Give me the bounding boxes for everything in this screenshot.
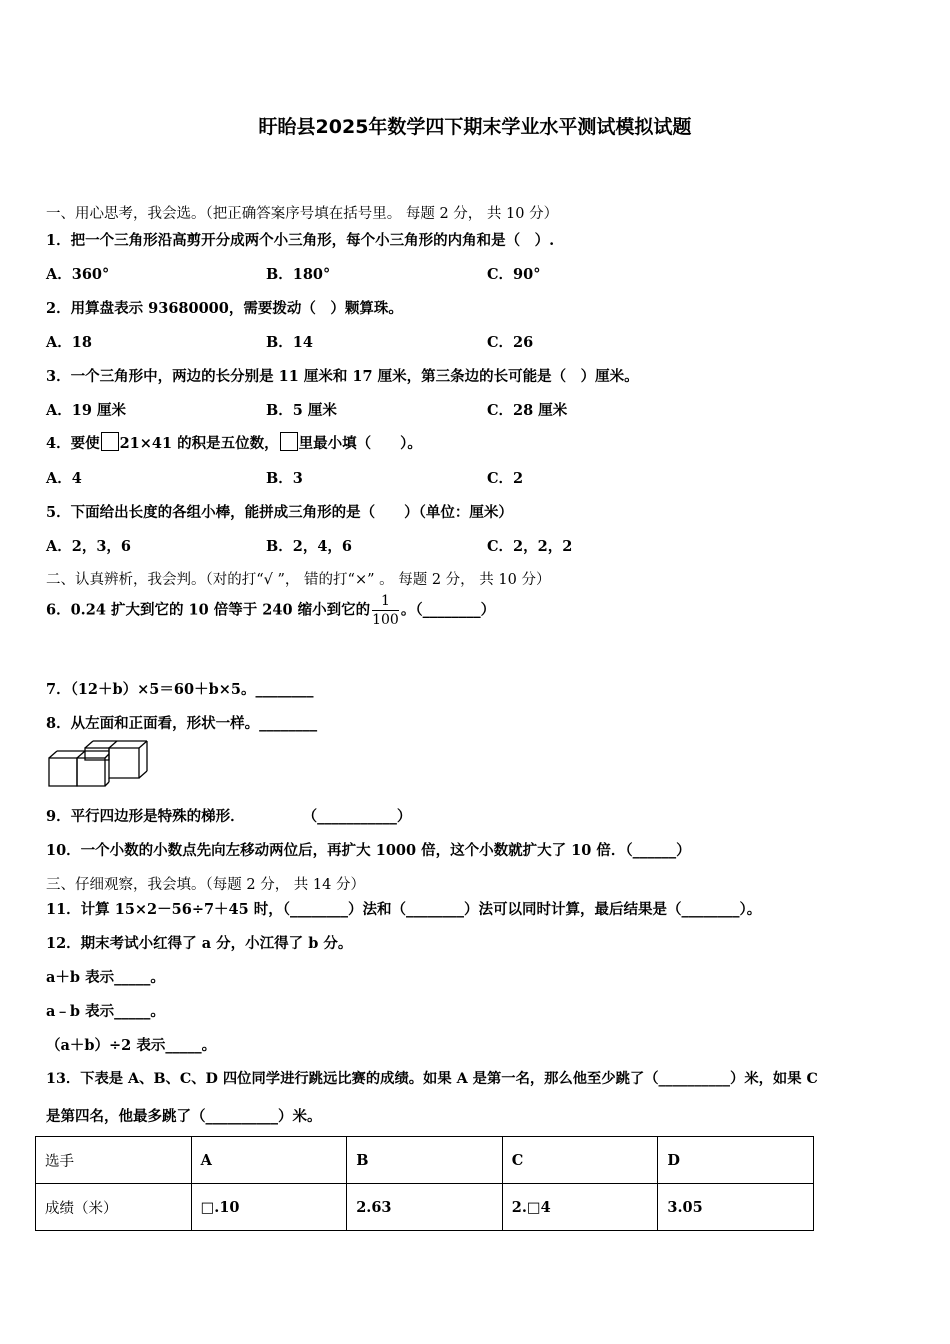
q4-text-part3: 里最小填（ ）。 bbox=[298, 435, 422, 452]
question-3: 3．一个三角形中，两边的长分别是 11 厘米和 17 厘米，第三条边的长可能是（ ）厘米。 bbox=[46, 368, 639, 385]
table-cell: □.10 bbox=[191, 1184, 347, 1231]
q6-text-part2: 。（________） bbox=[400, 601, 496, 619]
table-cell: 3.05 bbox=[658, 1184, 814, 1231]
fraction bbox=[372, 592, 399, 629]
q5-option-c: C．2，2，2 bbox=[487, 538, 573, 555]
cube-stack-figure bbox=[47, 740, 149, 788]
table-row bbox=[36, 1184, 814, 1231]
question-11: 11．计算 15×2－56÷7＋45 时，（________）法和（________）法可以同时计算，最后结果是（________）。 bbox=[46, 901, 762, 918]
q4-option-a: A．4 bbox=[46, 470, 82, 487]
q3-option-c: C．28 厘米 bbox=[487, 402, 568, 419]
question-1: 1．把一个三角形沿高剪开分成两个小三角形，每个小三角形的内角和是（ ）. bbox=[46, 232, 555, 249]
q1-option-b: B．180° bbox=[266, 266, 331, 283]
question-12c: （a＋b）÷2 表示_____。 bbox=[46, 1037, 217, 1054]
blank-box bbox=[280, 432, 298, 451]
q4-option-b: B．3 bbox=[266, 470, 303, 487]
q2-option-b: B．14 bbox=[266, 334, 313, 351]
table-cell: 2.□4 bbox=[502, 1184, 658, 1231]
question-9: 9．平行四边形是特殊的梯形． （___________） bbox=[46, 808, 412, 825]
q4-text-part2: 21×41 的积是五位数， bbox=[119, 435, 279, 452]
section-2-heading: 二、认真辨析，我会判。（对的打“√ ”， 错的打“×” 。 每题 2 分， 共 10 分） bbox=[46, 572, 551, 588]
question-8: 8．从左面和正面看，形状一样。________ bbox=[46, 715, 318, 732]
q4-option-c: C．2 bbox=[487, 470, 524, 487]
q1-option-a: A．360° bbox=[46, 266, 110, 283]
table-cell: C bbox=[502, 1137, 658, 1184]
question-13-line2: 是第四名，他最多跳了（__________）米。 bbox=[46, 1108, 322, 1125]
blank-box bbox=[101, 432, 119, 451]
table-cell: D bbox=[658, 1137, 814, 1184]
question-6 bbox=[46, 592, 495, 629]
question-12b: a﹣b 表示_____。 bbox=[46, 1003, 165, 1020]
question-10: 10．一个小数的小数点先向左移动两位后，再扩大 1000 倍，这个小数就扩大了 10 倍．（______） bbox=[46, 842, 691, 859]
table-cell: B bbox=[347, 1137, 503, 1184]
question-4 bbox=[46, 432, 422, 453]
table-header-row bbox=[36, 1137, 814, 1184]
q3-option-a: A．19 厘米 bbox=[46, 402, 126, 419]
jump-scores-table bbox=[35, 1136, 814, 1231]
table-cell: 选手 bbox=[36, 1137, 192, 1184]
question-2: 2．用算盘表示 93680000，需要拨动（ ）颗算珠。 bbox=[46, 300, 403, 317]
q1-option-c: C．90° bbox=[487, 266, 541, 283]
question-5: 5．下面给出长度的各组小棒，能拼成三角形的是（ ）（单位：厘米） bbox=[46, 504, 513, 521]
section-1-heading: 一、用心思考，我会选。（把正确答案序号填在括号里。 每题 2 分， 共 10 分） bbox=[46, 206, 559, 222]
q3-option-b: B．5 厘米 bbox=[266, 402, 337, 419]
page-title: 盱眙县2025年数学四下期末学业水平测试模拟试题 bbox=[258, 116, 692, 138]
table-cell: 成绩（米） bbox=[36, 1184, 192, 1231]
question-12a: a＋b 表示_____。 bbox=[46, 969, 165, 986]
question-13-line1: 13．下表是 A、B、C、D 四位同学进行跳远比赛的成绩。如果 A 是第一名，那么他至少跳了（__________）米，如果 C bbox=[46, 1071, 818, 1087]
question-12: 12．期末考试小红得了 a 分，小江得了 b 分。 bbox=[46, 935, 353, 952]
section-3-heading: 三、仔细观察，我会填。（每题 2 分， 共 14 分） bbox=[46, 877, 365, 893]
q5-option-b: B．2，4，6 bbox=[266, 538, 353, 555]
table-cell: A bbox=[191, 1137, 347, 1184]
q4-text-part1: 4．要使 bbox=[46, 435, 100, 452]
q6-text-part1: 6．0.24 扩大到它的 10 倍等于 240 缩小到它的 bbox=[46, 601, 371, 619]
fraction-denominator: 100 bbox=[372, 612, 399, 628]
table-cell: 2.63 bbox=[347, 1184, 503, 1231]
question-7: 7．（12＋b）×5＝60＋b×5。________ bbox=[46, 681, 314, 698]
q5-option-a: A．2，3，6 bbox=[46, 538, 132, 555]
q2-option-c: C．26 bbox=[487, 334, 534, 351]
q2-option-a: A．18 bbox=[46, 334, 92, 351]
fraction-numerator: 1 bbox=[372, 592, 399, 611]
